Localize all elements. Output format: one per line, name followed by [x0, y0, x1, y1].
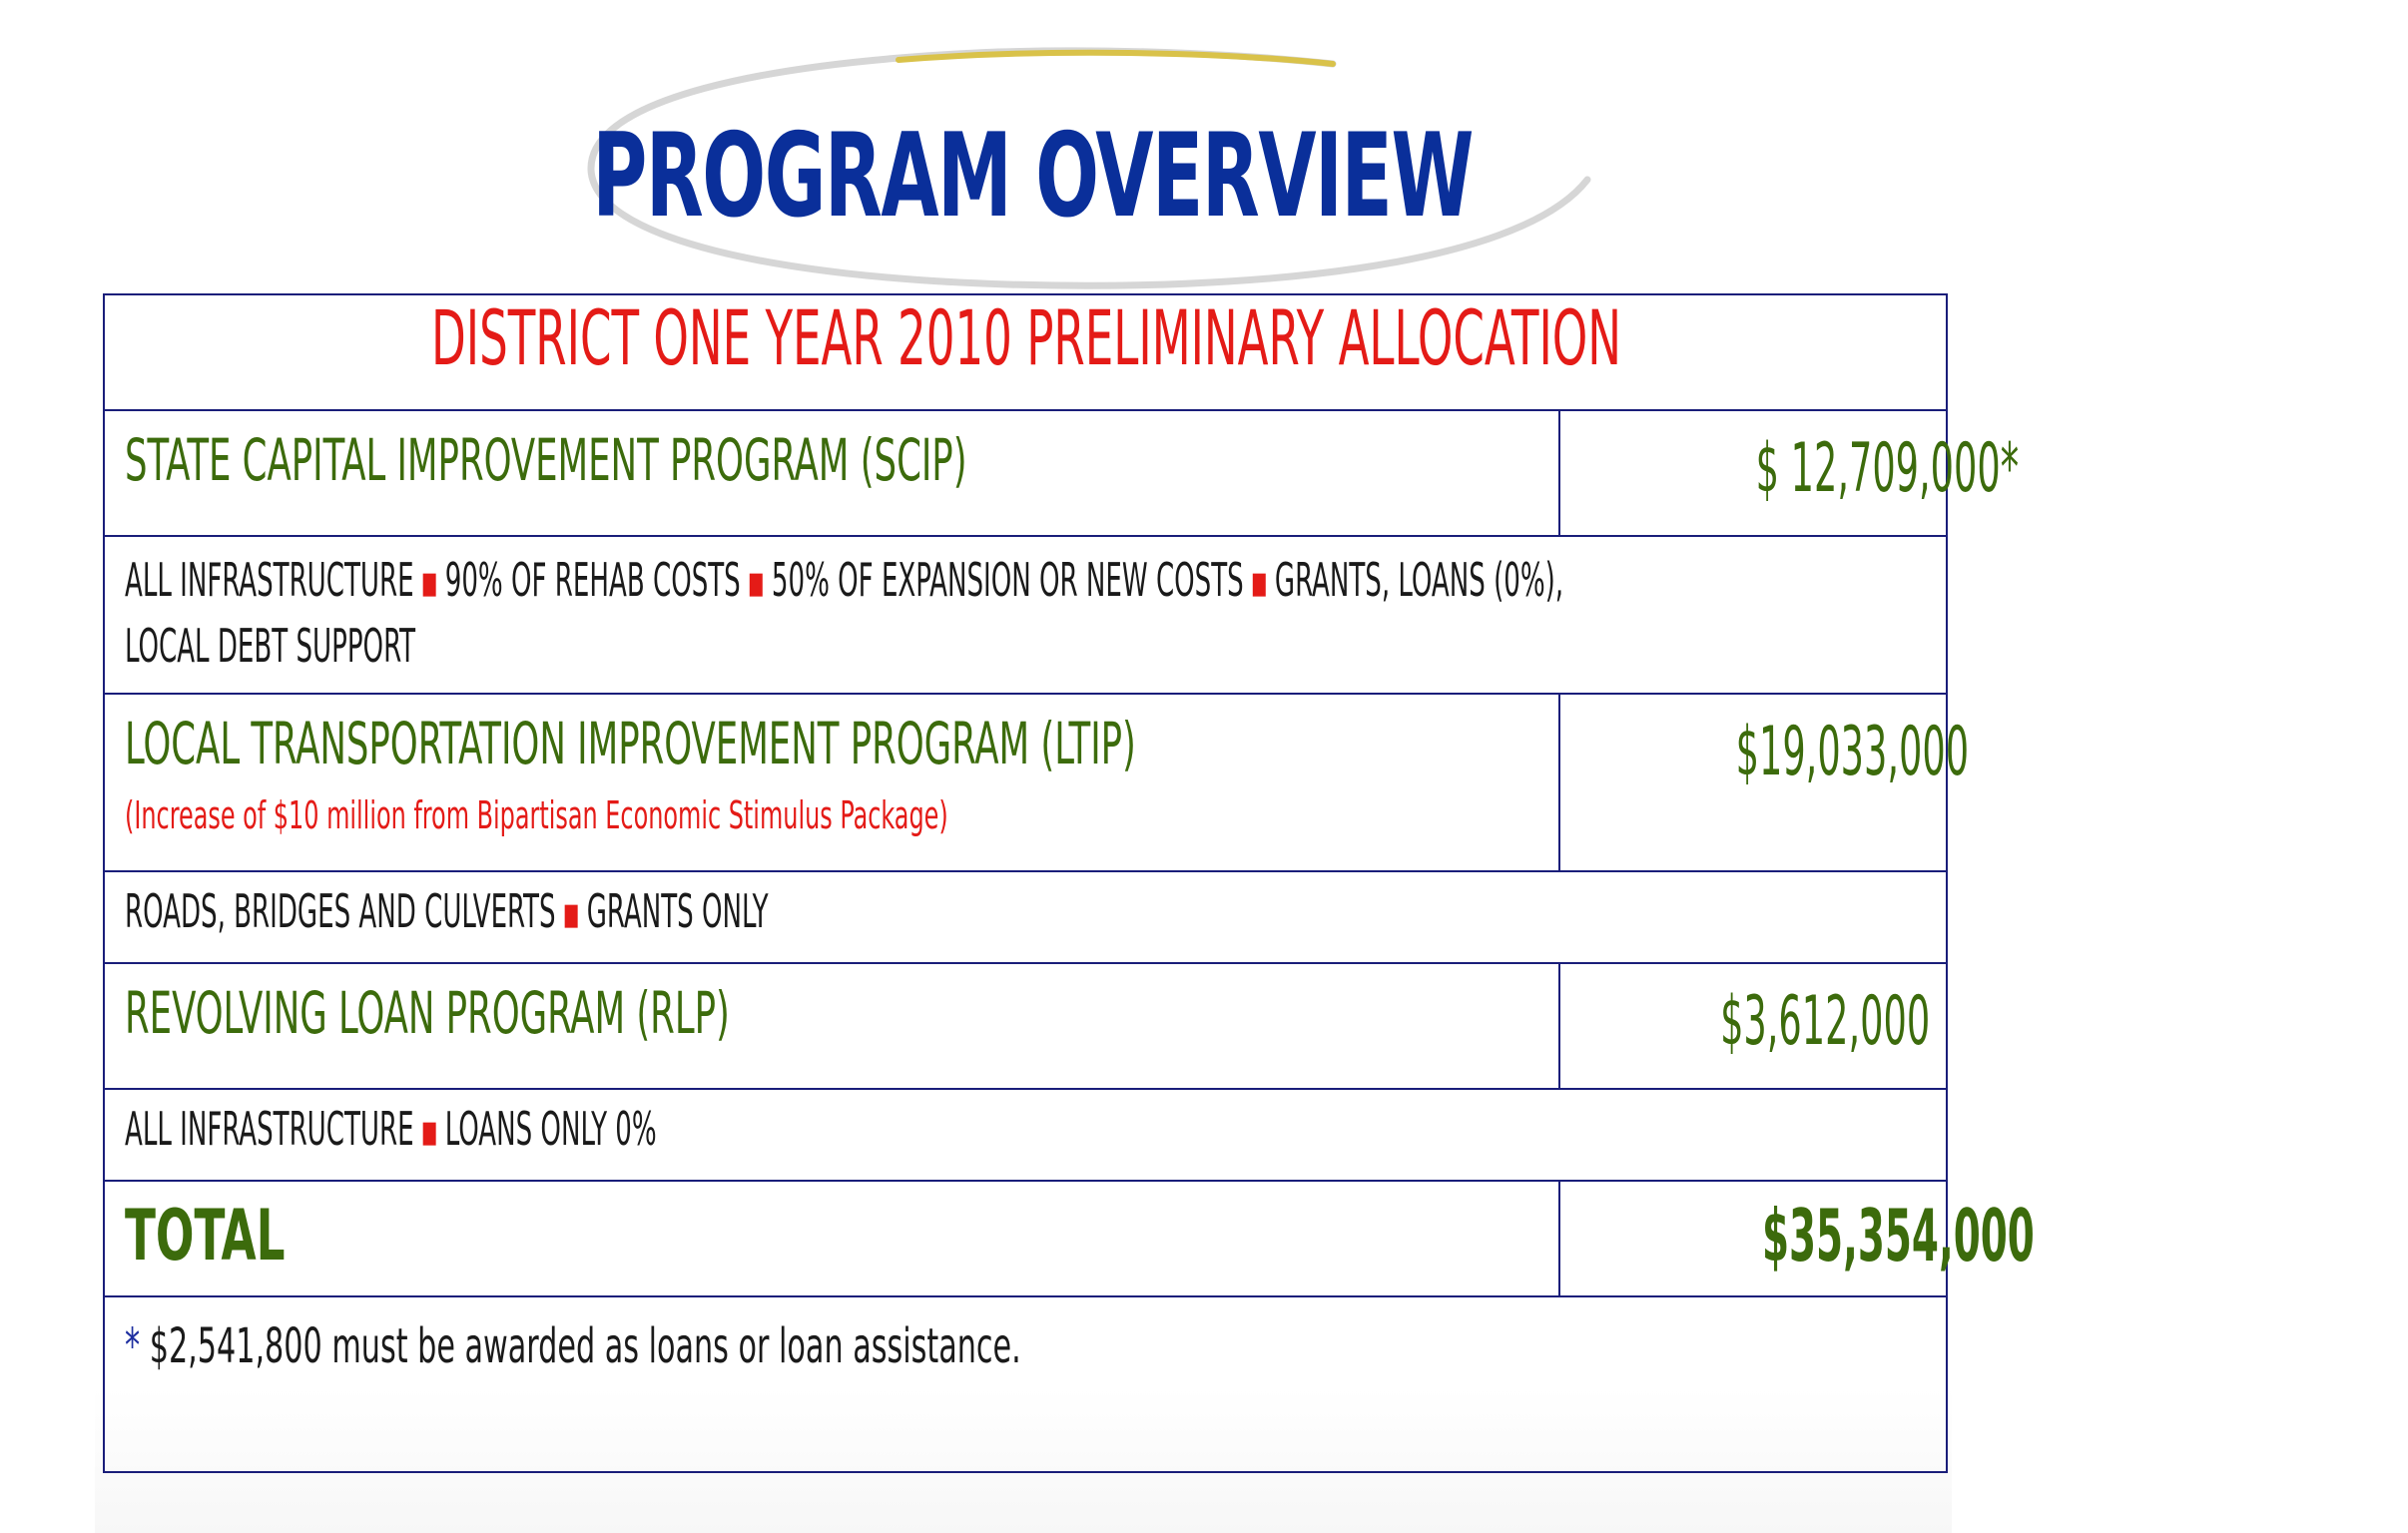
- table-header-row: [104, 294, 1947, 410]
- red-square-bullet-icon: ■: [1251, 565, 1268, 601]
- rlp-row: [104, 963, 1947, 1089]
- detail-item: LOANS ONLY 0%: [444, 1102, 657, 1156]
- detail-item: ROADS, BRIDGES AND CULVERTS: [125, 884, 556, 938]
- footnote-cell: [104, 1296, 1947, 1472]
- scip-details-line1: [125, 549, 1563, 615]
- table-heading: DISTRICT ONE YEAR 2010 PRELIMINARY ALLOCATION: [431, 293, 1622, 382]
- footnote: [125, 1311, 1021, 1381]
- detail-item: ALL INFRASTRUCTURE: [125, 1102, 414, 1156]
- footnote-row: [104, 1296, 1947, 1472]
- total-row: [104, 1181, 1947, 1296]
- scip-details-cell: [104, 536, 1947, 694]
- footnote-marker: *: [125, 1318, 141, 1374]
- total-label-cell: [104, 1181, 1559, 1296]
- table-heading-cell: [104, 294, 1947, 410]
- rlp-amount: $3,612,000: [1720, 982, 1931, 1061]
- detail-item: 90% OF REHAB COSTS: [444, 553, 741, 607]
- ltip-details: [125, 880, 769, 946]
- rlp-details: [125, 1098, 657, 1164]
- scip-amount-cell: [1559, 410, 2020, 536]
- rlp-details-row: [104, 1089, 1947, 1181]
- ltip-name: LOCAL TRANSPORTATION IMPROVEMENT PROGRAM (LTIP): [125, 710, 1136, 777]
- rlp-amount-cell: [1559, 963, 1947, 1089]
- red-square-bullet-icon: ■: [748, 565, 765, 601]
- ltip-row: [104, 694, 1947, 871]
- red-square-bullet-icon: ■: [421, 1114, 438, 1150]
- total-amount-cell: [1559, 1181, 2035, 1296]
- scip-row: [104, 410, 1947, 536]
- detail-item: 50% OF EXPANSION OR NEW COSTS: [771, 553, 1244, 607]
- scip-amount: $ 12,709,000*: [1755, 429, 2020, 508]
- ltip-note: (Increase of $10 million from Bipartisan Economic Stimulus Package): [125, 793, 948, 837]
- total-label: TOTAL: [125, 1195, 286, 1277]
- scip-details-line2: LOCAL DEBT SUPPORT: [125, 618, 416, 673]
- ltip-name-cell: [104, 694, 1559, 871]
- scip-name-cell: [104, 410, 1559, 536]
- scip-name: STATE CAPITAL IMPROVEMENT PROGRAM (SCIP): [125, 426, 967, 494]
- ltip-details-cell: [104, 871, 1947, 963]
- ltip-details-row: [104, 871, 1947, 963]
- scip-details-row: [104, 536, 1947, 694]
- detail-item: GRANTS ONLY: [586, 884, 769, 938]
- red-square-bullet-icon: ■: [563, 896, 580, 932]
- rlp-details-cell: [104, 1089, 1947, 1181]
- footnote-text: $2,541,800 must be awarded as loans or loan assistance.: [149, 1318, 1021, 1374]
- ltip-amount: $19,033,000: [1735, 713, 1970, 791]
- total-amount: $35,354,000: [1761, 1194, 2035, 1278]
- detail-item: GRANTS, LOANS (0%),: [1274, 553, 1564, 607]
- allocation-table: [103, 293, 2035, 1473]
- rlp-name-cell: [104, 963, 1559, 1089]
- page-title: PROGRAM OVERVIEW: [592, 109, 1473, 244]
- red-square-bullet-icon: ■: [421, 565, 438, 601]
- ltip-amount-cell: [1559, 694, 1970, 871]
- rlp-name: REVOLVING LOAN PROGRAM (RLP): [125, 979, 730, 1047]
- detail-item: ALL INFRASTRUCTURE: [125, 553, 414, 607]
